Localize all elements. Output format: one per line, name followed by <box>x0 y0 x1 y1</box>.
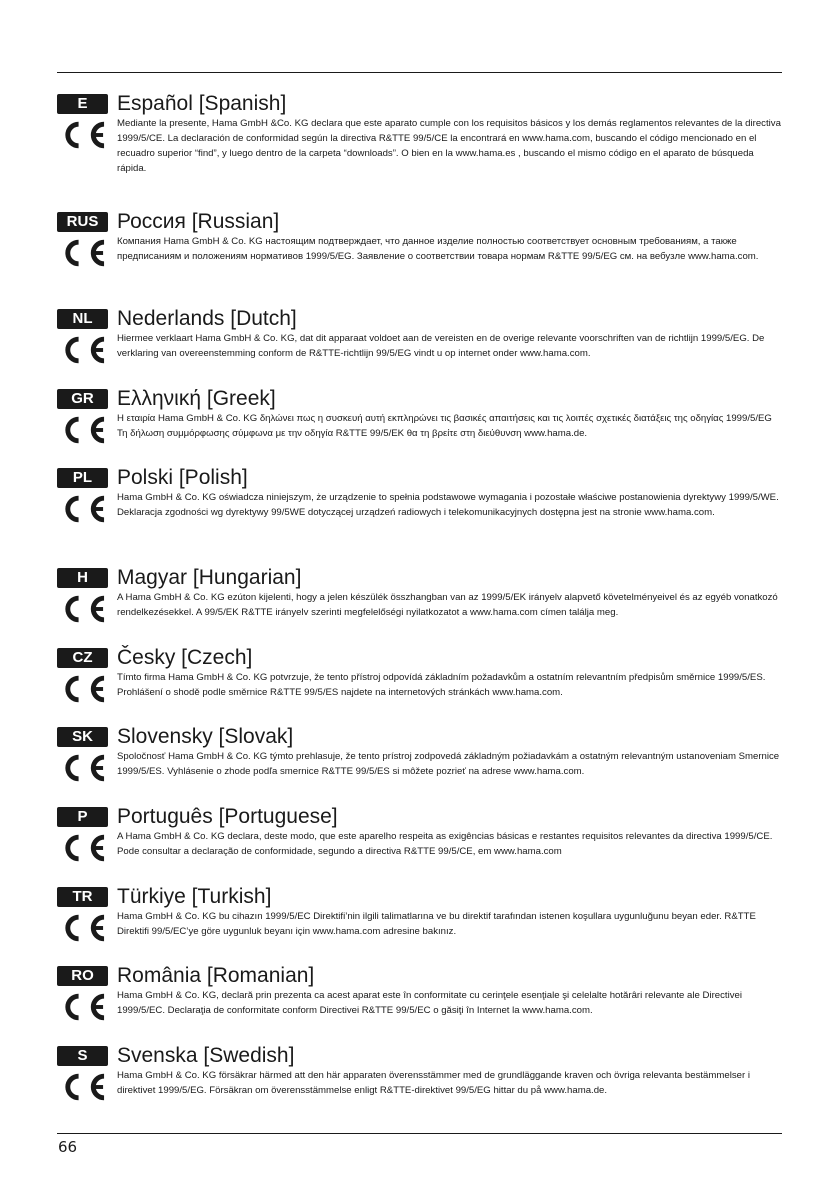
section-hungarian <box>57 566 785 646</box>
language-badge: RO <box>57 966 108 986</box>
section-swedish <box>57 1044 785 1124</box>
section-title: Português [Portuguese] <box>117 805 338 828</box>
declaration-sections <box>57 92 785 1124</box>
language-badge: GR <box>57 389 108 409</box>
section-text: A Hama GmbH & Co. KG ezúton kijelenti, hogy a jelen készülék összhangban van az 1999/5/EK irányelv alapvető követelményeivel és az egyéb vonatkozó rendelkezésekkel. A 99/5/EK R&TTE irányelv szerinti megfelelőségi nyilatkozatot a www.hama.com címen találja meg. <box>117 592 778 618</box>
language-badge: SK <box>57 727 108 747</box>
top-rule <box>57 72 782 73</box>
section-text: Hama GmbH & Co. KG, declară prin prezenta ca acest aparat este în conformitate cu cerinţele esenţiale şi celelalte hotărâri relevante ale Directivei 1999/5/EC. Declaraţia de conformitate conform Directivei R&TTE 99/5/EC o găsiţi în Internet la www.hama.com. <box>117 990 742 1016</box>
section-title: Español [Spanish] <box>117 92 287 115</box>
ce-mark-icon <box>58 674 107 704</box>
section-text: Hama GmbH & Co. KG bu cihazın 1999/5/EC Direktifi’nin ilgili talimatlarına ve bu direktif tarafından istenen koşullara uygunluğunu beyan eder. R&TTE Direktifi 99/5/EC’ye göre uygunluk beyanı için www.hama.com adresine bakınız. <box>117 911 756 937</box>
bottom-rule <box>57 1133 782 1134</box>
section-greek <box>57 387 785 466</box>
ce-mark-icon <box>58 120 107 150</box>
section-title: Ελληνική [Greek] <box>117 387 276 410</box>
section-text: Hama GmbH & Co. KG försäkrar härmed att den här apparaten överensstämmer med de grundläggande kraven och övriga relevanta bestämmelser i direktivet 1999/5/EG. Försäkran om överensstämmelse enligt R&TTE-direktivet 99/5/EG hittar du på www.hama.de. <box>117 1070 750 1096</box>
section-czech <box>57 646 785 725</box>
section-title: Россия [Russian] <box>117 210 280 233</box>
language-badge: P <box>57 807 108 827</box>
language-badge: H <box>57 568 108 588</box>
section-text: Spoločnosť Hama GmbH & Co. KG týmto prehlasuje, že tento prístroj zodpovedá základným požiadavkám a ostatným relevantným ustanoveniam Smernice 1999/5/ES. Vyhlásenie o zhode podľa smernice R&TTE 99/5/ES si môžete pozrieť na adrese www.hama.com. <box>117 751 780 777</box>
language-badge: S <box>57 1046 108 1066</box>
ce-mark-icon <box>58 415 107 445</box>
ce-mark-icon <box>58 494 107 524</box>
section-spanish <box>57 92 785 210</box>
section-text: Hiermee verklaart Hama GmbH & Co. KG, dat dit apparaat voldoet aan de vereisten en de overige relevante voorschriften van de richtlijn 1999/5/EG. De verklaring van overeenstemming conform de R&TTE-richtlijn 99/5/EG vindt u op internet onder www.hama.com. <box>117 333 765 359</box>
section-dutch <box>57 307 785 387</box>
section-title: România [Romanian] <box>117 964 315 987</box>
section-text: A Hama GmbH & Co. KG declara, deste modo, que este aparelho respeita as exigências básicas e restantes requisitos relevantes da directiva 1999/5/CE. Pode consultar a declaração de conformidade, segundo a directiva R&TTE 99/5/CE, em www.hama.com <box>117 831 773 857</box>
ce-mark-icon <box>58 833 107 863</box>
section-portuguese <box>57 805 785 885</box>
section-title: Slovensky [Slovak] <box>117 725 294 748</box>
section-title: Magyar [Hungarian] <box>117 566 302 589</box>
ce-mark-icon <box>58 753 107 783</box>
ce-mark-icon <box>58 913 107 943</box>
section-polish <box>57 466 785 566</box>
section-title: Česky [Czech] <box>117 646 253 669</box>
language-badge: TR <box>57 887 108 907</box>
page-number: 66 <box>58 1138 78 1156</box>
ce-mark-icon <box>58 594 107 624</box>
language-badge: CZ <box>57 648 108 668</box>
section-title: Polski [Polish] <box>117 466 248 489</box>
section-text: Tímto firma Hama GmbH & Co. KG potvrzuje, že tento přístroj odpovídá základním požadavkům a ostatním relevantním předpisům směrnice 1999/5/ES. Prohlášení o shodě podle směrnice R&TTE 99/5/ES najdete na internetových stránkách www.hama.com. <box>117 672 766 698</box>
section-romanian <box>57 964 785 1044</box>
ce-mark-icon <box>58 992 107 1022</box>
section-text: Hama GmbH & Co. KG oświadcza niniejszym, że urządzenie to spełnia podstawowe wymagania i pozostałe właściwe postanowienia dyrektywy 1999/5/WE. Deklaracja zgodności wg dyrektywy 99/5WE dotyczącej urządzeń radiowych i telekomunikacyjnych dostępna jest na stronie www.hama.com. <box>117 492 779 518</box>
ce-mark-icon <box>58 1072 107 1102</box>
language-badge: PL <box>57 468 108 488</box>
section-text: Mediante la presente, Hama GmbH &Co. KG declara que este aparato cumple con los requisitos básicos y los demás reglamentos relevantes de la directiva 1999/5/CE. La declaración de conformidad según la directiva R&TTE 99/5/CE la encontrará en www.hama.com, buscando el código mencionado en el recuadro superior “find”, y luego dentro de la carpeta “downloads”. O bien en la www.hama.es , buscando el mismo código en el aparato de búsqueda rápida. <box>117 118 781 174</box>
ce-mark-icon <box>58 335 107 365</box>
language-badge: RUS <box>57 212 108 232</box>
section-text: Компания Hama GmbH & Co. KG настоящим подтверждает, что данное изделие полностью соответствует основным требованиям, а также предписаниям и положениям нормативов 1999/5/EG. Заявление о соответствии товара нормам R&TTE 99/5/EG см. на вебузле www.hama.com. <box>117 236 759 262</box>
ce-mark-icon <box>58 238 107 268</box>
section-slovak <box>57 725 785 805</box>
section-turkish <box>57 885 785 964</box>
section-title: Nederlands [Dutch] <box>117 307 297 330</box>
language-badge: E <box>57 94 108 114</box>
language-badge: NL <box>57 309 108 329</box>
section-russian <box>57 210 785 307</box>
section-text: Η εταιρία Hama GmbH & Co. KG δηλώνει πως η συσκευή αυτή εκπληρώνει τις βασικές απαιτήσεις και τις λοιπές σχετικές διατάξεις της οδηγίας 1999/5/EG Τη δήλωση συμμόρφωσης σύμφωνα με την οδηγία R&TTE 99/5/EK θα τη βρείτε στη διεύθυνση www.hama.de. <box>117 413 772 439</box>
section-title: Svenska [Swedish] <box>117 1044 295 1067</box>
section-title: Türkiye [Turkish] <box>117 885 272 908</box>
